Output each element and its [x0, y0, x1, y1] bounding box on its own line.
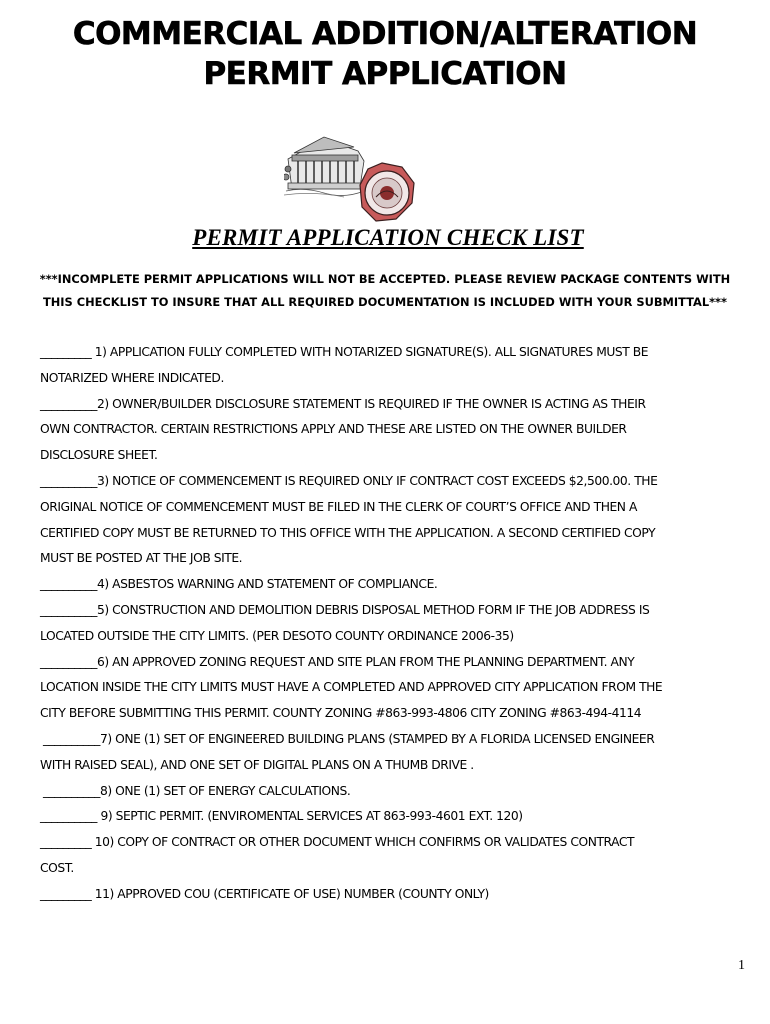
city-hall-building-icon	[284, 137, 364, 197]
page-number: 1	[738, 958, 745, 973]
checklist-heading: PERMIT APPLICATION CHECK LIST	[192, 225, 584, 250]
item-text-line: __________8) ONE (1) SET OF ENERGY CALCULATIONS.	[43, 783, 351, 798]
checklist-item-2	[40, 392, 740, 469]
item-text-line: CITY BEFORE SUBMITTING THIS PERMIT. COUNTY ZONING #863-993-4806 CITY ZONING #863-494-4114	[40, 706, 642, 721]
item-text-line: _________ 10) COPY OF CONTRACT OR OTHER DOCUMENT WHICH CONFIRMS OR VALIDATES CONTRACT	[40, 835, 635, 850]
checklist-item-5	[40, 598, 740, 650]
item-text-line: _________ 11) APPROVED COU (CERTIFICATE OF USE) NUMBER (COUNTY ONLY)	[40, 886, 489, 901]
warning-line-2: THIS CHECKLIST TO INSURE THAT ALL REQUIRED DOCUMENTATION IS INCLUDED WITH YOUR SUBMITTAL***	[43, 295, 727, 309]
item-text-line: OWN CONTRACTOR. CERTAIN RESTRICTIONS APPLY AND THESE ARE LISTED ON THE OWNER BUILDER	[40, 422, 627, 437]
item-text-line: __________4) ASBESTOS WARNING AND STATEMENT OF COMPLIANCE.	[40, 577, 438, 592]
item-text-line: COST.	[40, 860, 74, 875]
item-text-line: __________5) CONSTRUCTION AND DEMOLITION DEBRIS DISPOSAL METHOD FORM IF THE JOB ADDRESS IS	[40, 602, 650, 617]
title-line-2: PERMIT APPLICATION	[203, 56, 567, 92]
checklist-item-7	[40, 727, 740, 779]
checklist-item-9	[40, 804, 740, 830]
item-text-line: __________6) AN APPROVED ZONING REQUEST AND SITE PLAN FROM THE PLANNING DEPARTMENT. ANY	[40, 654, 635, 669]
checklist-item-10	[40, 830, 740, 882]
item-text-line: WITH RAISED SEAL), AND ONE SET OF DIGITAL PLANS ON A THUMB DRIVE .	[40, 757, 474, 772]
warning-line-1: ***INCOMPLETE PERMIT APPLICATIONS WILL NOT BE ACCEPTED. PLEASE REVIEW PACKAGE CONTENTS WITH	[39, 272, 731, 286]
item-text-line: __________3) NOTICE OF COMMENCEMENT IS REQUIRED ONLY IF CONTRACT COST EXCEEDS $2,500.00. THE	[40, 473, 658, 488]
checklist-item-1	[40, 340, 740, 392]
item-text-line: __________7) ONE (1) SET OF ENGINEERED BUILDING PLANS (STAMPED BY A FLORIDA LICENSED ENGINEER	[43, 731, 655, 746]
title-line-1: COMMERCIAL ADDITION/ALTERATION	[72, 16, 698, 52]
item-text-line: ORIGINAL NOTICE OF COMMENCEMENT MUST BE FILED IN THE CLERK OF COURT’S OFFICE AND THEN A	[40, 499, 637, 514]
item-text-line: DISCLOSURE SHEET.	[40, 448, 158, 463]
item-text-line: LOCATED OUTSIDE THE CITY LIMITS. (PER DESOTO COUNTY ORDINANCE 2006-35)	[40, 628, 514, 643]
item-text-line: NOTARIZED WHERE INDICATED.	[40, 370, 224, 385]
checklist-item-6	[40, 650, 740, 727]
city-hall-and-seal-logo	[284, 133, 420, 225]
incomplete-warning	[18, 268, 752, 314]
checklist-item-8	[40, 779, 740, 805]
item-text-line: __________ 9) SEPTIC PERMIT. (ENVIROMENTAL SERVICES AT 863-993-4601 EXT. 120)	[40, 809, 523, 824]
city-seal-icon	[360, 163, 414, 221]
page-title	[0, 14, 770, 94]
checklist-items	[40, 340, 740, 908]
item-text-line: MUST BE POSTED AT THE JOB SITE.	[40, 551, 243, 566]
item-text-line: CERTIFIED COPY MUST BE RETURNED TO THIS OFFICE WITH THE APPLICATION. A SECOND CERTIFIED COPY	[40, 525, 656, 540]
checklist-item-3	[40, 469, 740, 572]
item-text-line: LOCATION INSIDE THE CITY LIMITS MUST HAVE A COMPLETED AND APPROVED CITY APPLICATION FROM THE	[40, 680, 663, 695]
checklist-item-4	[40, 572, 740, 598]
item-text-line: __________2) OWNER/BUILDER DISCLOSURE STATEMENT IS REQUIRED IF THE OWNER IS ACTING AS THEIR	[40, 396, 646, 411]
checklist-item-11	[40, 882, 740, 908]
item-text-line: _________ 1) APPLICATION FULLY COMPLETED WITH NOTARIZED SIGNATURE(S). ALL SIGNATURES MUST BE	[40, 345, 649, 359]
